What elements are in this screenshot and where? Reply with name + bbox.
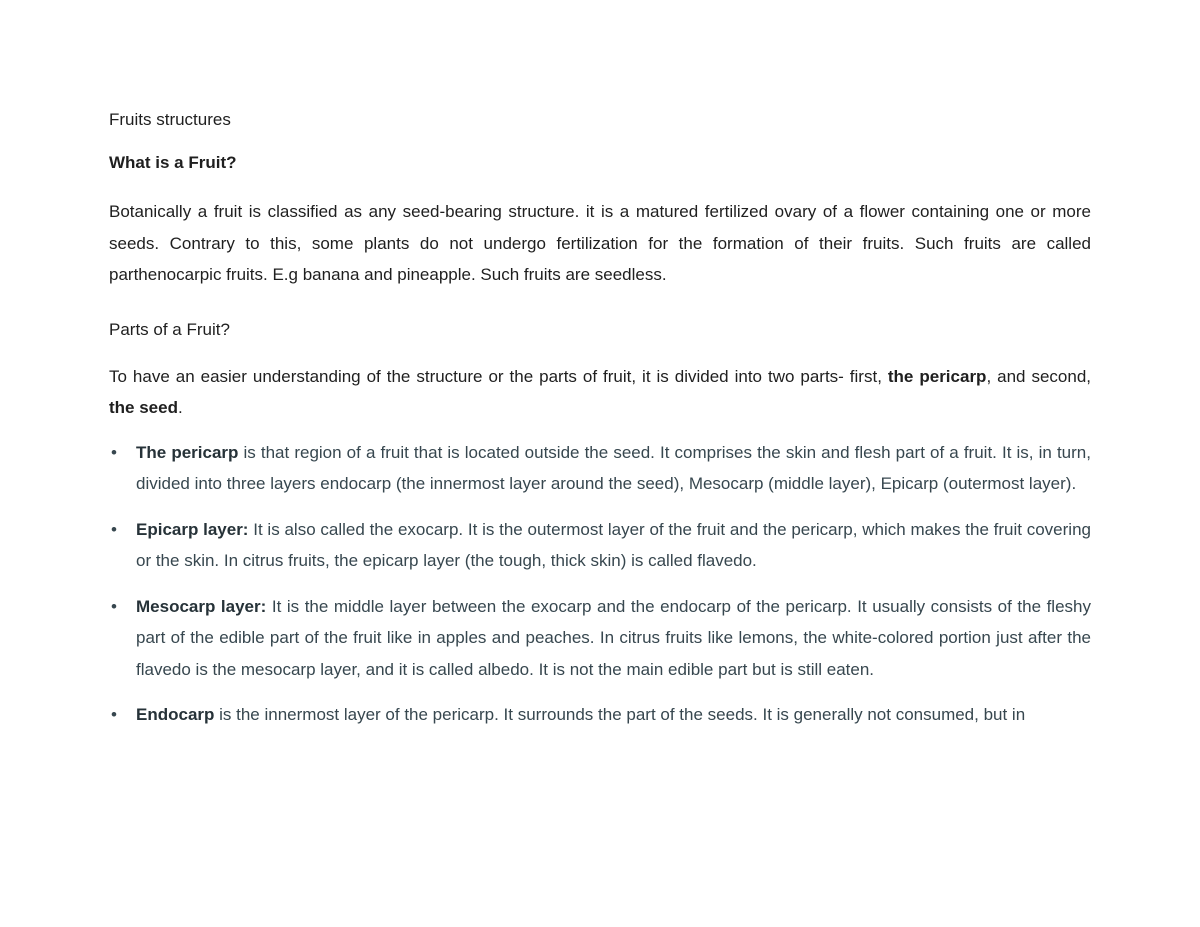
section-heading-parts-of-fruit: Parts of a Fruit? — [109, 319, 230, 339]
fruit-parts-list — [109, 437, 1091, 731]
list-item-term: The pericarp — [136, 442, 239, 462]
intro-bold-pericarp: the pericarp — [887, 366, 987, 386]
list-item-text: is the innermost layer of the pericarp. It surrounds the part of the seeds. It is generally not consumed, but in — [214, 705, 1026, 724]
paragraph-parts-intro — [109, 361, 1091, 424]
intro-bold-seed: the seed — [109, 398, 178, 417]
list-item-term: Endocarp — [136, 705, 215, 724]
list-item-text: It is the middle layer between the exocarp and the endocarp of the pericarp. It usually consists of the fleshy part of the edible part of the fruit like in apples and peaches. In citrus fruits like lemons, the white-colored portion just after the flavedo is the mesocarp layer, and it is called albedo. It is not the main edible part but is still eaten. — [136, 596, 1091, 679]
intro-text-end: . — [177, 398, 183, 417]
list-item-text: It is also called the exocarp. It is the outermost layer of the fruit and the pericarp, which makes the fruit covering or the skin. In citrus fruits, the epicarp layer (the tough, thick skin) is called flavedo. — [136, 519, 1091, 570]
bullet-icon: • — [111, 442, 117, 462]
list-item-pericarp — [109, 437, 1091, 500]
intro-text-middle: , and second, — [986, 366, 1092, 386]
document-page — [109, 108, 1091, 745]
bullet-icon: • — [111, 705, 117, 724]
list-item-endocarp — [109, 699, 1091, 731]
list-item-epicarp — [109, 514, 1091, 577]
list-item-text: is that region of a fruit that is located outside the seed. It comprises the skin and flesh part of a fruit. It is, in turn, divided into three layers endocarp (the innermost layer around the seed), Mesocarp (middle layer), Epicarp (outermost layer). — [136, 442, 1091, 493]
list-item-term: Mesocarp layer: — [136, 596, 267, 616]
list-item-mesocarp — [109, 591, 1091, 686]
intro-text-start: To have an easier understanding of the structure or the parts of fruit, it is divided into two parts- first, — [109, 366, 888, 386]
bullet-icon: • — [111, 596, 117, 616]
paragraph-botanical-definition: Botanically a fruit is classified as any seed-bearing structure. it is a matured fertilized ovary of a flower containing one or more seeds. Contrary to this, some plants do not undergo fertilization for the formation of their fruits. Such fruits are called parthenocarpic fruits. E.g banana and pineapple. Such fruits are seedless. — [109, 202, 1091, 284]
section-heading-what-is-fruit: What is a Fruit? — [109, 153, 237, 172]
document-title: Fruits structures — [109, 110, 231, 129]
bullet-icon: • — [111, 519, 117, 539]
list-item-term: Epicarp layer: — [136, 519, 249, 539]
